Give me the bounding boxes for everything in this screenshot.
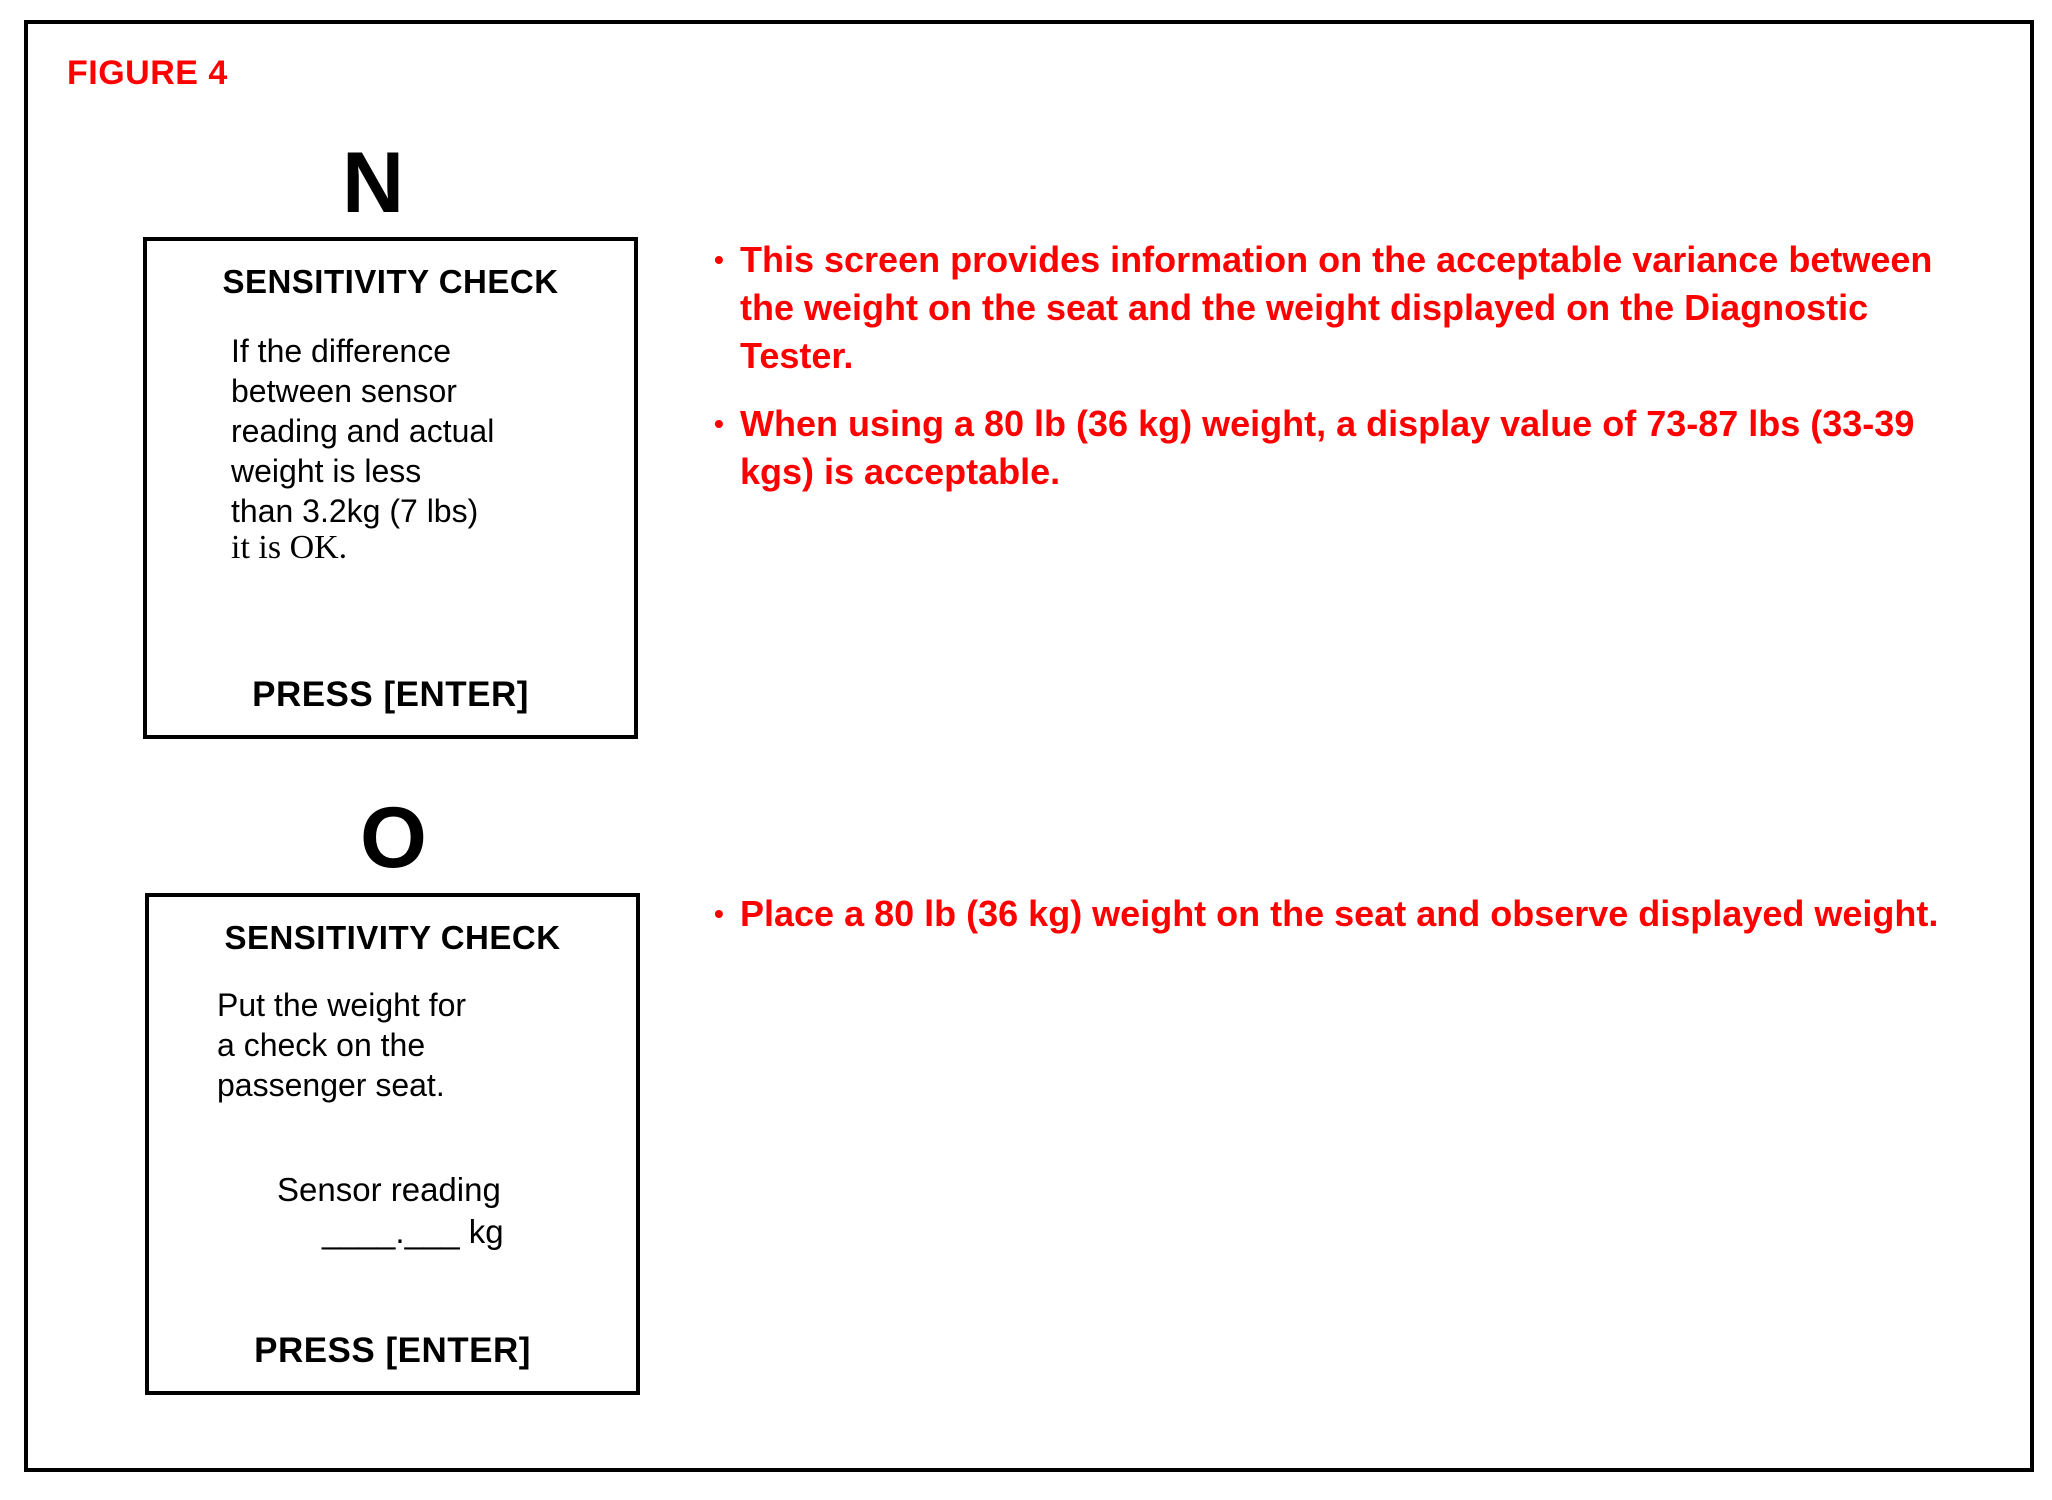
screen-o-box xyxy=(145,893,640,1395)
sensor-reading-value: ____.___ kg xyxy=(322,1213,504,1250)
screen-n-body-line: reading and actual xyxy=(231,413,495,449)
screen-n-body-last-line: it is OK. xyxy=(231,529,348,566)
screen-n-body-line: weight is less xyxy=(231,453,422,489)
screen-o-body-line: Put the weight for xyxy=(217,987,467,1023)
screen-n-body-line: between sensor xyxy=(231,373,457,409)
screen-o-note: • Place a 80 lb (36 kg) weight on the seat and observe displayed weight. xyxy=(714,890,1974,938)
screen-n-title: SENSITIVITY CHECK xyxy=(222,263,559,300)
figure-label: FIGURE 4 xyxy=(67,54,228,92)
screen-n-body-line: If the difference xyxy=(231,333,451,369)
screen-n-notes xyxy=(714,236,1974,516)
screen-n-note: • This screen provides information on the acceptable variance between the weight on the seat and the weight displayed on the Diagnostic Tester. xyxy=(714,236,1974,380)
screen-o-title: SENSITIVITY CHECK xyxy=(224,919,561,956)
screen-letter-o: O xyxy=(360,790,427,886)
screen-n-body xyxy=(231,331,611,565)
sensor-reading-label: Sensor reading xyxy=(277,1171,501,1208)
screen-o-body xyxy=(217,985,617,1105)
screen-o-body-line: passenger seat. xyxy=(217,1067,445,1103)
screen-n-box xyxy=(143,237,638,739)
sensor-reading-block xyxy=(277,1169,504,1253)
screen-n-note: • When using a 80 lb (36 kg) weight, a display value of 73-87 lbs (33-39 kgs) is acceptable. xyxy=(714,400,1974,496)
screen-o-press-enter: PRESS [ENTER] xyxy=(254,1331,531,1370)
screen-o-notes xyxy=(714,890,1974,958)
screen-o-body-line: a check on the xyxy=(217,1027,426,1063)
screen-letter-n: N xyxy=(342,135,405,231)
screen-n-body-line: than 3.2kg (7 lbs) xyxy=(231,493,479,529)
screen-n-press-enter: PRESS [ENTER] xyxy=(252,675,529,714)
